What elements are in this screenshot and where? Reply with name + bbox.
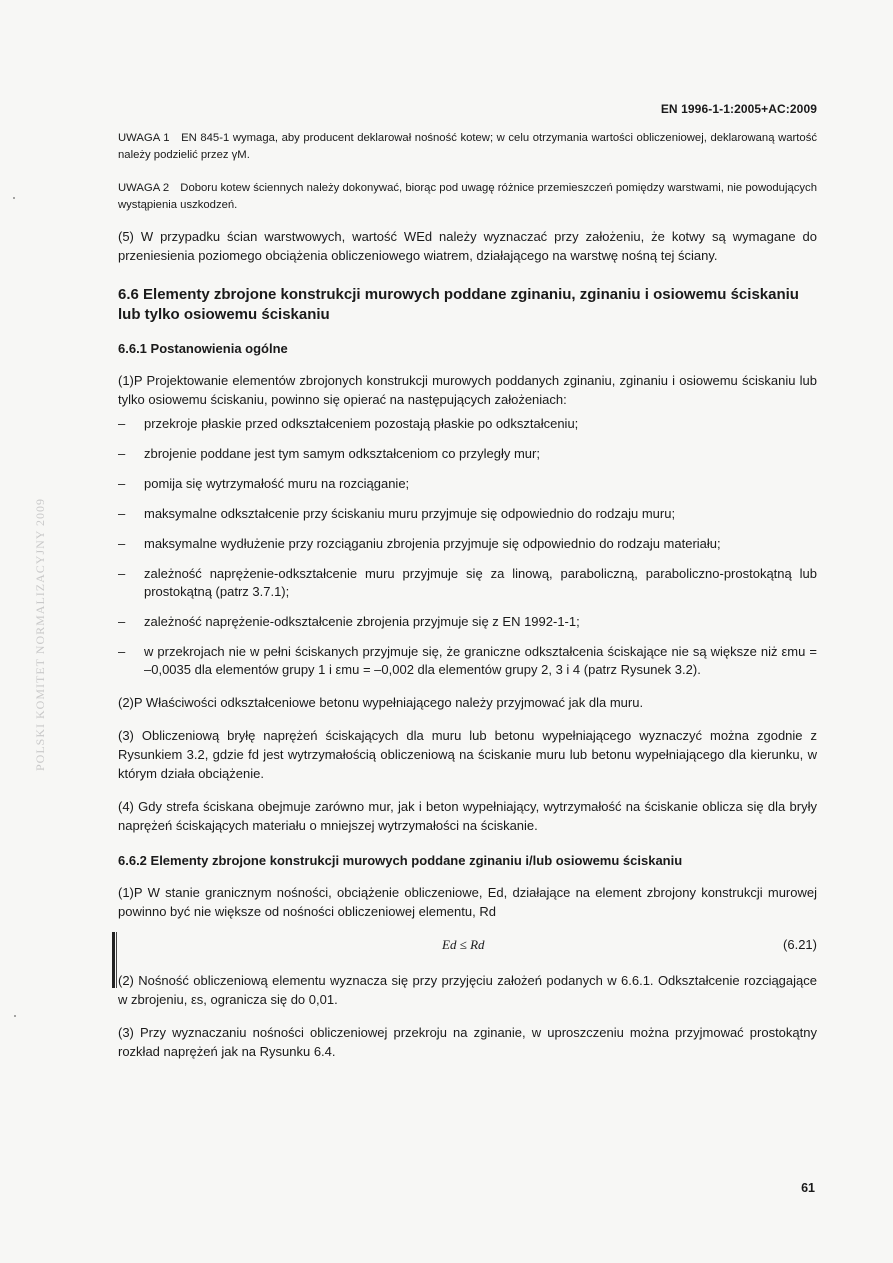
list-item — [118, 535, 817, 553]
paragraph-1p: (1)P Projektowanie elementów zbrojonych konstrukcji murowych poddanych zginaniu, zginaniu i osiowemu ściskaniu lub tylko osiowemu ściskaniu, powinno się opierać na następujących założeniach: — [118, 373, 817, 407]
note-text: Doboru kotew ściennych należy dokonywać, biorąc pod uwagę różnice przemieszczeń pomiędzy warstwami, nie powodujących wystąpienia uszkodzeń. — [118, 182, 817, 211]
note-2 — [118, 180, 817, 214]
note-text: EN 845-1 wymaga, aby producent deklarował nośność kotew; w celu otrzymania wartości obliczeniowej, deklarowaną wartość należy podzielić przez γM. — [118, 132, 817, 161]
dash-marker: – — [118, 644, 126, 659]
equation-number: (6.21) — [783, 937, 817, 952]
paragraph-4: (4) Gdy strefa ściskana obejmuje zarówno mur, jak i beton wypełniający, wytrzymałość na ściskanie oblicza się dla bryły naprężeń ściskających materiału o mniejszej wytrzymałości na ściskanie. — [118, 799, 817, 833]
main-content — [118, 130, 817, 1061]
scan-speck — [13, 197, 15, 199]
standard-header: EN 1996-1-1:2005+AC:2009 — [660, 102, 817, 116]
list-item-text: przekroje płaskie przed odkształceniem pozostają płaskie po odkształceniu; — [144, 416, 579, 431]
paragraph-1p-ultimate: (1)P W stanie granicznym nośności, obciążenie obliczeniowe, Ed, działające na element zbrojony konstrukcji murowej powinno być nie większe od nośności obliczeniowej elementu, Rd — [118, 885, 817, 919]
paragraph-2-capacity: (2) Nośność obliczeniową elementu wyznacza się przy przyjęciu założeń podanych w 6.6.1. Odkształcenie rozciągające w zbrojeniu, εs, ogranicza się do 0,01. — [118, 973, 817, 1007]
watermark-text: POLSKI KOMITET NORMALIZACYJNY 2009 — [33, 498, 47, 772]
list-item-text: zależność naprężenie-odkształcenie zbrojenia przyjmuje się z EN 1992-1-1; — [144, 614, 580, 629]
dash-marker: – — [118, 476, 126, 491]
list-item — [118, 613, 817, 631]
equation-formula: Ed ≤ Rd — [442, 937, 485, 952]
note-1 — [118, 130, 817, 164]
list-item-text: maksymalne odkształcenie przy ściskaniu muru przyjmuje się odpowiednio do rodzaju muru; — [144, 506, 676, 521]
list-item — [118, 475, 817, 493]
paragraph-2p: (2)P Właściwości odkształceniowe betonu wypełniającego należy przyjmować jak dla muru. — [118, 695, 644, 710]
dash-marker: – — [118, 416, 126, 431]
list-item-text: maksymalne wydłużenie przy rozciąganiu zbrojenia przyjmuje się odpowiednio do rodzaju materiału; — [144, 536, 721, 551]
list-item — [118, 643, 817, 679]
list-item-text: zależność naprężenie-odkształcenie muru przyjmuje się za linową, paraboliczną, paraboliczno-prostokątną lub prostokątną (patrz 3.7.1); — [144, 566, 817, 599]
list-item-text: pomija się wytrzymałość muru na rozciąganie; — [144, 476, 410, 491]
note-label: UWAGA 1 — [118, 132, 170, 144]
assumptions-list — [118, 415, 817, 679]
dash-marker: – — [118, 566, 126, 581]
list-item — [118, 565, 817, 601]
change-bar-thin — [116, 932, 117, 988]
dash-marker: – — [118, 446, 126, 461]
paragraph-5: (5) W przypadku ścian warstwowych, wartość WEd należy wyznaczać przy założeniu, że kotwy są wymagane do przeniesienia poziomego obciążenia obliczeniowego wiatrem, działającego na warstwę nośną tej ściany. — [118, 229, 817, 263]
dash-marker: – — [118, 506, 126, 521]
paragraph-3: (3) Obliczeniową bryłę naprężeń ściskających dla muru lub betonu wypełniającego wyznaczyć można zgodnie z Rysunkiem 3.2, gdzie fd jest wytrzymałością obliczeniową na ściskanie muru lub betonu wypełniającego dla kierunku, w którym działa obciążenie. — [118, 728, 817, 781]
equation-row — [118, 935, 817, 957]
paragraph-3-rectangular: (3) Przy wyznaczaniu nośności obliczeniowej przekroju na zginanie, w uproszczeniu można przyjmować prostokątny rozkład naprężeń jak na Rysunku 6.4. — [118, 1025, 817, 1059]
list-item — [118, 415, 817, 433]
dash-marker: – — [118, 614, 126, 629]
list-item — [118, 505, 817, 523]
change-bar — [112, 932, 115, 988]
note-label: UWAGA 2 — [118, 182, 170, 194]
section-heading-6-6: 6.6 Elementy zbrojone konstrukcji murowych poddane zginaniu, zginaniu i osiowemu ściskaniu lub tylko osiowemu ściskaniu — [118, 286, 799, 323]
dash-marker: – — [118, 536, 126, 551]
list-item-text: zbrojenie poddane jest tym samym odkształceniom co przyległy mur; — [144, 446, 540, 461]
page-number: 61 — [801, 1181, 815, 1195]
list-item-text: w przekrojach nie w pełni ściskanych przyjmuje się, że graniczne odkształcenia ściskające nie są większe niż εmu = –0,0035 dla elementów grupy 1 i εmu = –0,002 dla elementów grupy 2, 3 i 4 (patrz Rysunek 3.2). — [144, 644, 817, 677]
subsection-heading-6-6-1: 6.6.1 Postanowienia ogólne — [118, 341, 288, 356]
list-item — [118, 445, 817, 463]
scan-speck — [14, 1015, 16, 1017]
subsection-heading-6-6-2: 6.6.2 Elementy zbrojone konstrukcji murowych poddane zginaniu i/lub osiowemu ściskaniu — [118, 853, 683, 868]
